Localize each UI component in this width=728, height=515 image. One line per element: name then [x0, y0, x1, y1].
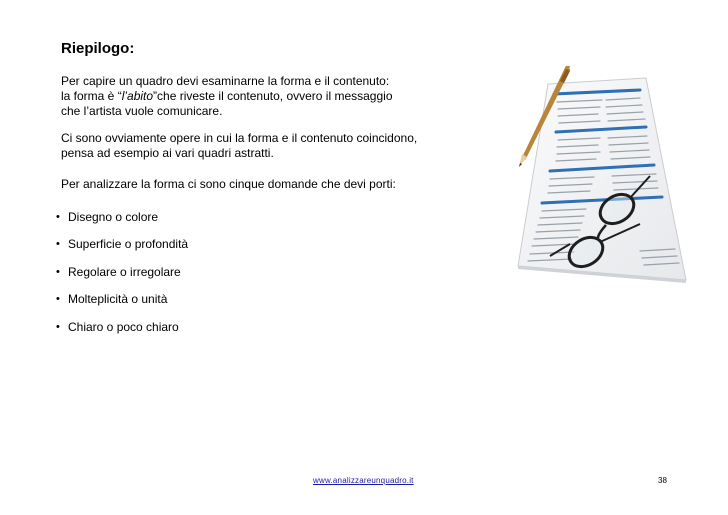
- footer-website-link[interactable]: www.analizzareunquadro.it: [313, 476, 414, 485]
- intro-line-2: [61, 89, 393, 104]
- list-item: [56, 203, 188, 231]
- illustration-svg: [490, 66, 690, 291]
- list-item: [56, 258, 188, 286]
- paper-pencil-glasses-illustration: [490, 66, 690, 296]
- list-item-label: Superficie o profondità: [68, 237, 189, 252]
- list-item-label: Chiaro o poco chiaro: [68, 319, 179, 334]
- bullet-icon: •: [56, 210, 60, 223]
- intro-line-1: Per capire un quadro devi esaminarne la forma e il contenuto:: [61, 74, 390, 88]
- list-item: [56, 286, 188, 314]
- questions-lead-text: Per analizzare la forma ci sono cinque domande che devi porti:: [61, 177, 396, 191]
- bullet-icon: •: [56, 293, 60, 306]
- list-item-label: Molteplicità o unità: [68, 292, 168, 307]
- coincide-line-1: Ci sono ovviamente opere in cui la forma e il contenuto coincidono,: [61, 131, 418, 145]
- intro-abito-emphasis: l’abito: [121, 89, 154, 103]
- list-item-label: Disegno o colore: [68, 209, 159, 224]
- page-number: 38: [658, 476, 667, 485]
- intro-line-3: che l’artista vuole comunicare.: [61, 104, 223, 118]
- list-item: [56, 313, 188, 341]
- page-title: Riepilogo:: [61, 40, 135, 57]
- intro-line-2-after: ”che riveste il contenuto, ovvero il messaggio: [153, 89, 393, 103]
- list-item-label: Regolare o irregolare: [68, 264, 181, 279]
- questions-list: [56, 203, 188, 341]
- coincide-line-2: pensa ad esempio ai vari quadri astratti.: [61, 146, 274, 160]
- intro-line-2-before: la forma è “: [61, 89, 122, 103]
- intro-paragraph: [61, 74, 393, 119]
- questions-lead: [61, 177, 396, 192]
- bullet-icon: •: [56, 265, 60, 278]
- bullet-icon: •: [56, 320, 60, 333]
- list-item: [56, 231, 188, 259]
- bullet-icon: •: [56, 238, 60, 251]
- coincide-paragraph: [61, 131, 417, 161]
